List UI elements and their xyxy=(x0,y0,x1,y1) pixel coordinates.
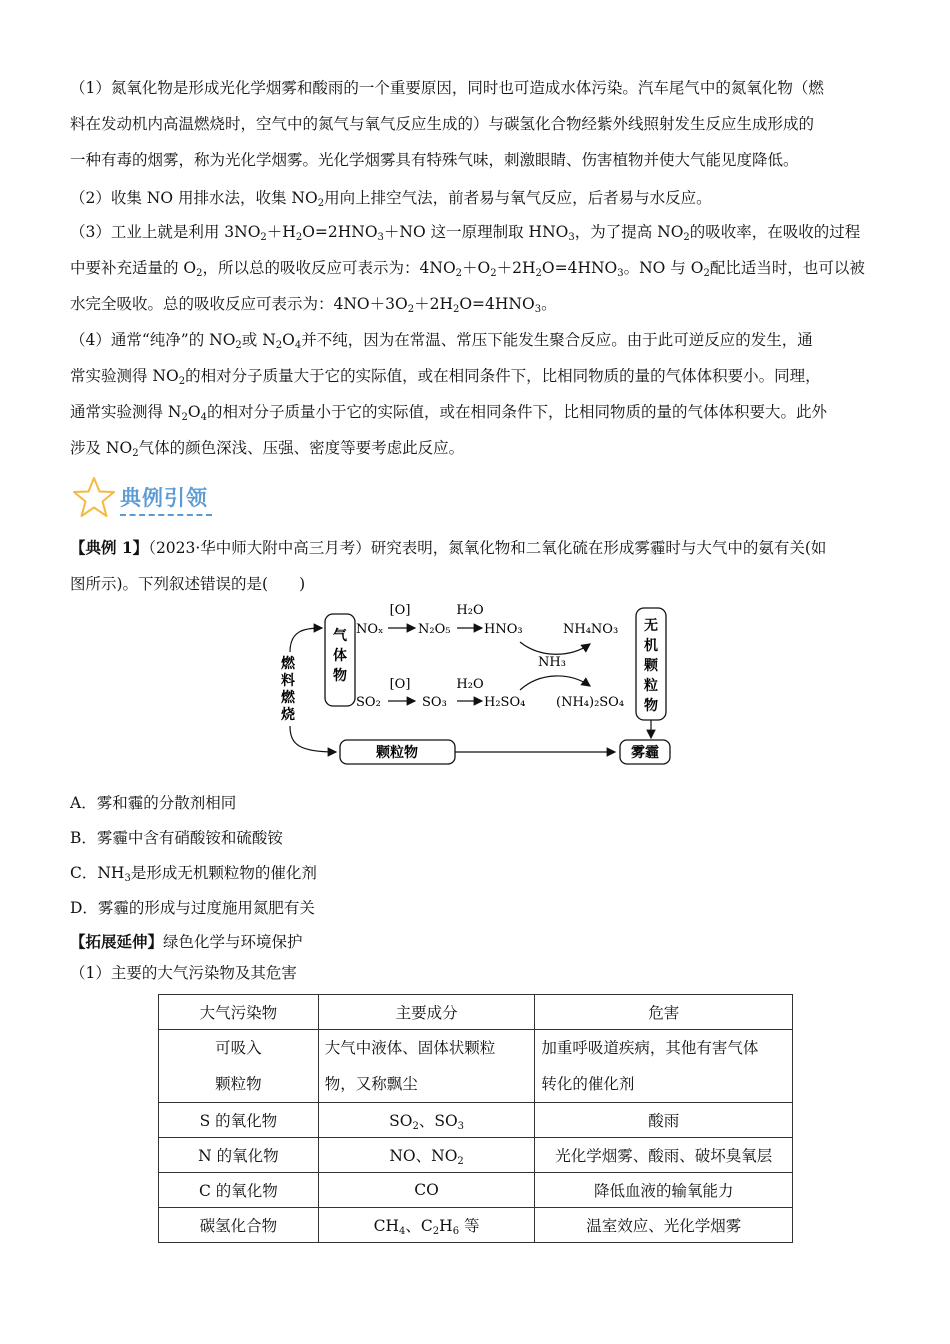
table-cell: 光化学烟雾、酸雨、破坏臭氧层 xyxy=(535,1138,793,1173)
formula-nh4no3: NH₄NO₃ xyxy=(563,622,619,637)
example-text1: （2023·华中师大附中高三月考）研究表明，氮氧化物和二氧化硫在形成雾霾时与大气中的氨有关(如 xyxy=(148,539,827,557)
p4-sub: 2 xyxy=(181,412,188,423)
water-label-1: H₂O xyxy=(456,603,484,618)
table-cell: 酸雨 xyxy=(535,1103,793,1138)
arrow-fuel-to-particles xyxy=(290,726,336,752)
option-c-text: 是形成无机颗粒物的催化剂 xyxy=(130,864,317,882)
option-c-text: C．NH xyxy=(70,864,125,882)
p3-t: O=4HNO xyxy=(541,259,618,277)
p4-t: O xyxy=(282,331,295,349)
table-cell xyxy=(318,1030,535,1103)
table-cell xyxy=(159,1030,319,1103)
table-header: 主要成分 xyxy=(318,995,535,1030)
cell-sub: 3 xyxy=(457,1121,465,1132)
p3-sub: 2 xyxy=(535,268,542,279)
p2-line xyxy=(70,180,885,216)
haze-label: 雾霾 xyxy=(631,745,659,761)
cell-text: 、SO xyxy=(418,1112,458,1130)
table-cell: S 的氧化物 xyxy=(159,1103,319,1138)
p4-line1 xyxy=(70,322,885,358)
p3-t: ＋NO 这一原理制取 HNO xyxy=(383,223,569,241)
cell-text: 等 xyxy=(459,1217,480,1235)
option-c-sub: 3 xyxy=(124,873,131,884)
paragraph-1 xyxy=(70,70,885,178)
cell-line: 大气中液体、固体状颗粒 xyxy=(324,1039,496,1057)
inorganic-char: 无 xyxy=(644,618,658,634)
p4-sub: 4 xyxy=(200,412,207,423)
table-header: 大气污染物 xyxy=(159,995,319,1030)
option-a[interactable]: A．雾和霾的分散剂相同 xyxy=(70,794,237,812)
cell-line: 可吸入 xyxy=(215,1039,262,1057)
p3-line1 xyxy=(70,214,885,250)
table-cell: 降低血液的输氧能力 xyxy=(535,1173,793,1208)
p3-t: 配比适当时，也可以被 xyxy=(709,259,865,277)
cell-text: SO xyxy=(389,1112,413,1130)
p3-t: O=2HNO xyxy=(302,223,378,241)
p3-t: ＋O xyxy=(462,259,491,277)
p3-sub: 2 xyxy=(683,232,690,243)
p3-sub: 2 xyxy=(703,268,710,279)
extension-title: 绿色化学与环境保护 xyxy=(163,933,303,951)
p4-t: 或 N xyxy=(241,331,276,349)
fuel-char: 燃 xyxy=(281,656,295,672)
p3-line3 xyxy=(70,286,885,322)
p4-sub: 2 xyxy=(235,340,242,351)
inorganic-char: 颗 xyxy=(644,658,658,674)
p4-t: 通常实验测得 N xyxy=(70,403,182,421)
cell-text: H xyxy=(439,1217,453,1235)
arrow-nh3-up xyxy=(520,642,590,654)
extension-tag: 【拓展延伸】 xyxy=(70,932,164,951)
table-row xyxy=(159,1173,793,1208)
inorganic-char: 粒 xyxy=(644,678,658,694)
option-c[interactable] xyxy=(70,861,317,885)
p2-text-a: （2）收集 NO 用排水法，收集 NO xyxy=(70,189,318,207)
p4-line2 xyxy=(70,358,885,394)
formula-hno3: HNO₃ xyxy=(484,622,523,637)
example-tag: 【典例 1】 xyxy=(70,538,149,557)
cell-text: 、C xyxy=(405,1217,433,1235)
cell-line: 加重呼吸道疾病，其他有害气体 xyxy=(541,1039,759,1057)
p3-t: 。NO 与 O xyxy=(623,259,704,277)
arrow-nh3-down xyxy=(520,676,590,690)
p3-t: ＋2H xyxy=(414,295,453,313)
p3-sub: 3 xyxy=(568,232,575,243)
table-cell xyxy=(318,1103,535,1138)
paragraph-2 xyxy=(70,180,885,216)
table-row xyxy=(159,1138,793,1173)
p3-sub: 2 xyxy=(295,232,303,243)
p3-sub: 2 xyxy=(196,268,203,279)
formula-nox: NOₓ xyxy=(356,622,384,637)
section-underline xyxy=(120,514,212,516)
table-row xyxy=(159,1030,793,1103)
inorganic-particles-label xyxy=(643,618,659,714)
p3-sub: 2 xyxy=(260,232,267,243)
p3-t: 水完全吸收。总的吸收反应可表示为：4NO＋3O xyxy=(70,295,408,313)
water-label-2: H₂O xyxy=(456,677,484,692)
arrow-fuel-to-gas xyxy=(290,628,322,652)
example-question xyxy=(70,530,885,602)
paragraph-4 xyxy=(70,322,885,466)
example-line1 xyxy=(70,530,885,566)
cell-sub: 2 xyxy=(457,1156,464,1167)
p3-sub: 3 xyxy=(617,268,624,279)
cell-text: NO、NO xyxy=(389,1147,458,1165)
p3-t: ，所以总的吸收反应可表示为：4NO xyxy=(202,259,456,277)
p3-sub: 3 xyxy=(377,232,384,243)
oxidation-label-2: [O] xyxy=(389,677,411,692)
p3-t: O=4HNO xyxy=(459,295,535,313)
table-cell: CO xyxy=(318,1173,535,1208)
table-cell: N 的氧化物 xyxy=(159,1138,319,1173)
gas-label xyxy=(333,627,348,684)
p3-sub: 3 xyxy=(534,304,542,315)
p3-sub: 2 xyxy=(490,268,497,279)
gas-char: 物 xyxy=(333,668,347,684)
p4-sub: 2 xyxy=(132,448,139,459)
p3-t: ＋2H xyxy=(496,259,536,277)
p1-line3: 一种有毒的烟雾，称为光化学烟雾。光化学烟雾具有特殊气味，刺激眼睛、伤害植物并使大气能见度降低。 xyxy=(70,151,799,169)
pollutant-table xyxy=(158,994,793,1243)
p3-sub: 2 xyxy=(455,268,463,279)
formula-nh42so4: (NH₄)₂SO₄ xyxy=(556,695,625,710)
p3-t: ＋H xyxy=(266,223,296,241)
p3-t: ，为了提高 NO xyxy=(574,223,684,241)
extension-heading xyxy=(70,930,303,954)
fuel-char: 燃 xyxy=(281,690,295,706)
star-icon xyxy=(72,476,116,518)
p4-t: 的相对分子质量大于它的实际值，或在相同条件下，比相同物质的量的气体体积要小。同理， xyxy=(185,367,821,385)
formula-so3: SO₃ xyxy=(422,695,447,710)
p3-t: 的吸收率，在吸收的过程 xyxy=(689,223,861,241)
cell-line: 物，又称飘尘 xyxy=(324,1075,418,1093)
section-header xyxy=(68,474,248,522)
extension-subheading: （1）主要的大气污染物及其危害 xyxy=(70,964,297,982)
table-header: 危害 xyxy=(535,995,793,1030)
paragraph-3 xyxy=(70,214,885,322)
p3-t: 。 xyxy=(541,295,557,313)
example-line2: 图所示)。下列叙述错误的是( ) xyxy=(70,575,306,593)
p3-sub: 2 xyxy=(407,304,415,315)
oxidation-label-1: [O] xyxy=(389,603,411,618)
table-header-row xyxy=(159,995,793,1030)
table-cell: 碳氢化合物 xyxy=(159,1208,319,1243)
cell-sub: 4 xyxy=(399,1226,406,1237)
section-title: 典例引领 xyxy=(120,486,208,510)
fuel-char: 烧 xyxy=(281,707,295,723)
particles-label: 颗粒物 xyxy=(376,745,418,761)
cell-line: 颗粒物 xyxy=(215,1075,262,1093)
cell-sub: 2 xyxy=(412,1121,419,1132)
p4-t: O xyxy=(187,403,201,421)
p4-line3 xyxy=(70,394,885,430)
p3-t: （3）工业上就是利用 3NO xyxy=(70,223,261,241)
p4-t: 的相对分子质量小于它的实际值，或在相同条件下，比相同物质的量的气体体积要大。此外 xyxy=(206,403,827,421)
p2-sub: 2 xyxy=(317,198,325,209)
p3-t: 中要补充适量的 O xyxy=(70,259,197,277)
option-b[interactable]: B．雾霾中含有硝酸铵和硫酸铵 xyxy=(70,829,283,847)
p1-line2: 料在发动机内高温燃烧时，空气中的氮气与氧气反应生成的）与碳氢化合物经紫外线照射发生反应生成形成的 xyxy=(70,115,815,133)
formula-so2: SO₂ xyxy=(356,695,381,710)
p4-t: 并不纯，因为在常温、常压下能发生聚合反应。由于此可逆反应的发生，通 xyxy=(301,331,813,349)
table-row xyxy=(159,1103,793,1138)
formula-h2so4: H₂SO₄ xyxy=(484,695,526,710)
p4-t: （4）通常“纯净”的 NO xyxy=(70,331,236,349)
table-cell xyxy=(318,1208,535,1243)
inorganic-char: 物 xyxy=(644,698,658,714)
p4-sub: 4 xyxy=(294,340,302,351)
p4-t: 气体的颜色深浅、压强、密度等要考虑此反应。 xyxy=(138,439,465,457)
fuel-burning-label xyxy=(280,655,296,723)
p3-sub: 2 xyxy=(452,304,460,315)
table-cell: C 的氧化物 xyxy=(159,1173,319,1208)
option-d[interactable]: D．雾霾的形成与过度施用氮肥有关 xyxy=(70,899,315,917)
p3-line2 xyxy=(70,250,885,286)
p4-t: 涉及 NO xyxy=(70,439,133,457)
table-cell xyxy=(318,1138,535,1173)
fuel-char: 料 xyxy=(281,673,295,689)
cell-sub: 6 xyxy=(452,1226,460,1237)
p4-t: 常实验测得 NO xyxy=(70,367,179,385)
gas-char: 气 xyxy=(333,628,347,644)
p4-line4 xyxy=(70,430,885,466)
gas-char: 体 xyxy=(333,648,347,664)
p4-sub: 2 xyxy=(178,376,186,387)
table-cell xyxy=(535,1030,793,1103)
p1-line1: （1）氮氧化物是形成光化学烟雾和酸雨的一个重要原因，同时也可造成水体污染。汽车尾气中的氮氧化物（燃 xyxy=(70,79,824,97)
cell-text: CH xyxy=(373,1217,400,1235)
table-row xyxy=(159,1208,793,1243)
cell-sub: 2 xyxy=(432,1226,440,1237)
cell-line: 转化的催化剂 xyxy=(541,1075,635,1093)
p2-text-b: 用向上排空气法，前者易与氧气反应，后者易与水反应。 xyxy=(324,189,712,207)
ammonia-label: NH₃ xyxy=(538,655,566,670)
formula-n2o5: N₂O₅ xyxy=(418,622,451,637)
p4-sub: 2 xyxy=(275,340,283,351)
table-cell: 温室效应、光化学烟雾 xyxy=(535,1208,793,1243)
haze-formation-diagram xyxy=(270,600,690,775)
inorganic-char: 机 xyxy=(644,638,658,654)
